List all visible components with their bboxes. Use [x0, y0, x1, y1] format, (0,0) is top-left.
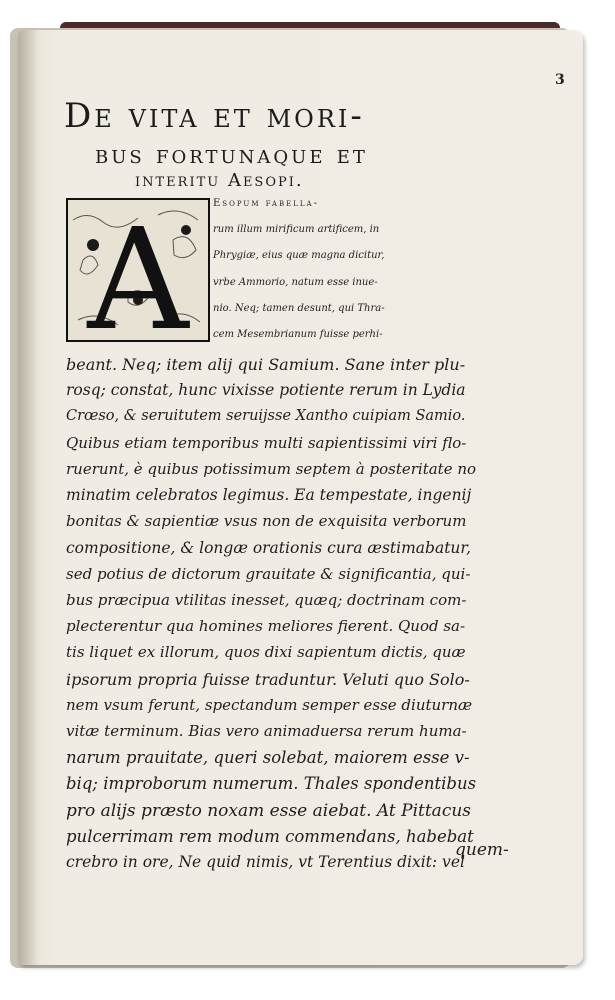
text-line: biq; improborum numerum. Thales spondentibus	[66, 774, 477, 794]
page-number: 3	[555, 72, 565, 88]
decorated-initial-woodcut	[66, 198, 210, 342]
text-line: cem Mesembrianum fuisse perhi-	[213, 329, 383, 340]
text-line: minatim celebratos legimus. Ea tempestate, ingenij	[66, 486, 472, 505]
text-line: sed potius de dictorum grauitate & significantia, qui-	[66, 564, 471, 583]
text-line: ruerunt, è quibus potissimum septem à posteritate no	[66, 460, 477, 478]
text-line: crebro in ore, Ne quid nimis, vt Terentius dixit: vel	[66, 853, 465, 871]
text-line: Quibus etiam temporibus multi sapientissimi viri flo-	[66, 433, 467, 452]
text-line: narum prauitate, queri solebat, maiorem esse v-	[66, 748, 470, 768]
text-line: compositione, & longæ orationis cura æstimabatur,	[66, 538, 472, 557]
text-line: pro alijs præsto noxam esse aiebat. At Pittacus	[66, 800, 472, 821]
text-line: vrbe Ammorio, natum esse inue-	[213, 276, 378, 288]
text-line: rosq; constat, hunc vixisse potiente rerum in Lydia	[66, 381, 466, 400]
text-line: plecterentur qua homines meliores fierent. Quod sa-	[66, 617, 466, 636]
text-line: beant. Neq; item alij qui Samium. Sane inter plu-	[66, 355, 466, 375]
title-line-2: bus fortunaque et	[95, 140, 368, 170]
text-line: Phrygiæ, eius quæ magna dicitur,	[213, 250, 385, 262]
text-line: ipsorum propria fuisse traduntur. Veluti quo Solo-	[66, 669, 470, 689]
woodcut-illustration	[68, 200, 208, 340]
text-line: pulcerrimam rem modum commendans, habebat	[66, 826, 474, 846]
initial-letter: A	[87, 200, 189, 340]
text-line: vitæ terminum. Bias vero animaduersa rerum huma-	[66, 722, 467, 740]
text-line: rum illum mirificum artificem, in	[213, 224, 380, 236]
text-line: tis liquet ex illorum, quos dixi sapientum dictis, quæ	[66, 643, 466, 662]
text-line: nem vsum ferunt, spectandum semper esse diuturnæ	[66, 695, 473, 714]
page-gutter-shadow	[18, 30, 40, 965]
title-line-3: interitu Aesopi.	[135, 170, 304, 191]
text-line: bonitas & sapientiæ vsus non de exquisita verborum	[66, 512, 467, 531]
text-line: bus præcipua vtilitas inesset, quæq; doctrinam com-	[66, 591, 467, 609]
text-line: nio. Neq; tamen desunt, qui Thra-	[213, 302, 385, 314]
title-line-1: De vita et mori-	[64, 96, 365, 136]
catchword: quem-	[455, 840, 509, 860]
text-line: Esopum fabella-	[213, 198, 319, 209]
text-line: Crœso, & seruitutem seruijsse Xantho cuipiam Samio.	[66, 407, 466, 424]
